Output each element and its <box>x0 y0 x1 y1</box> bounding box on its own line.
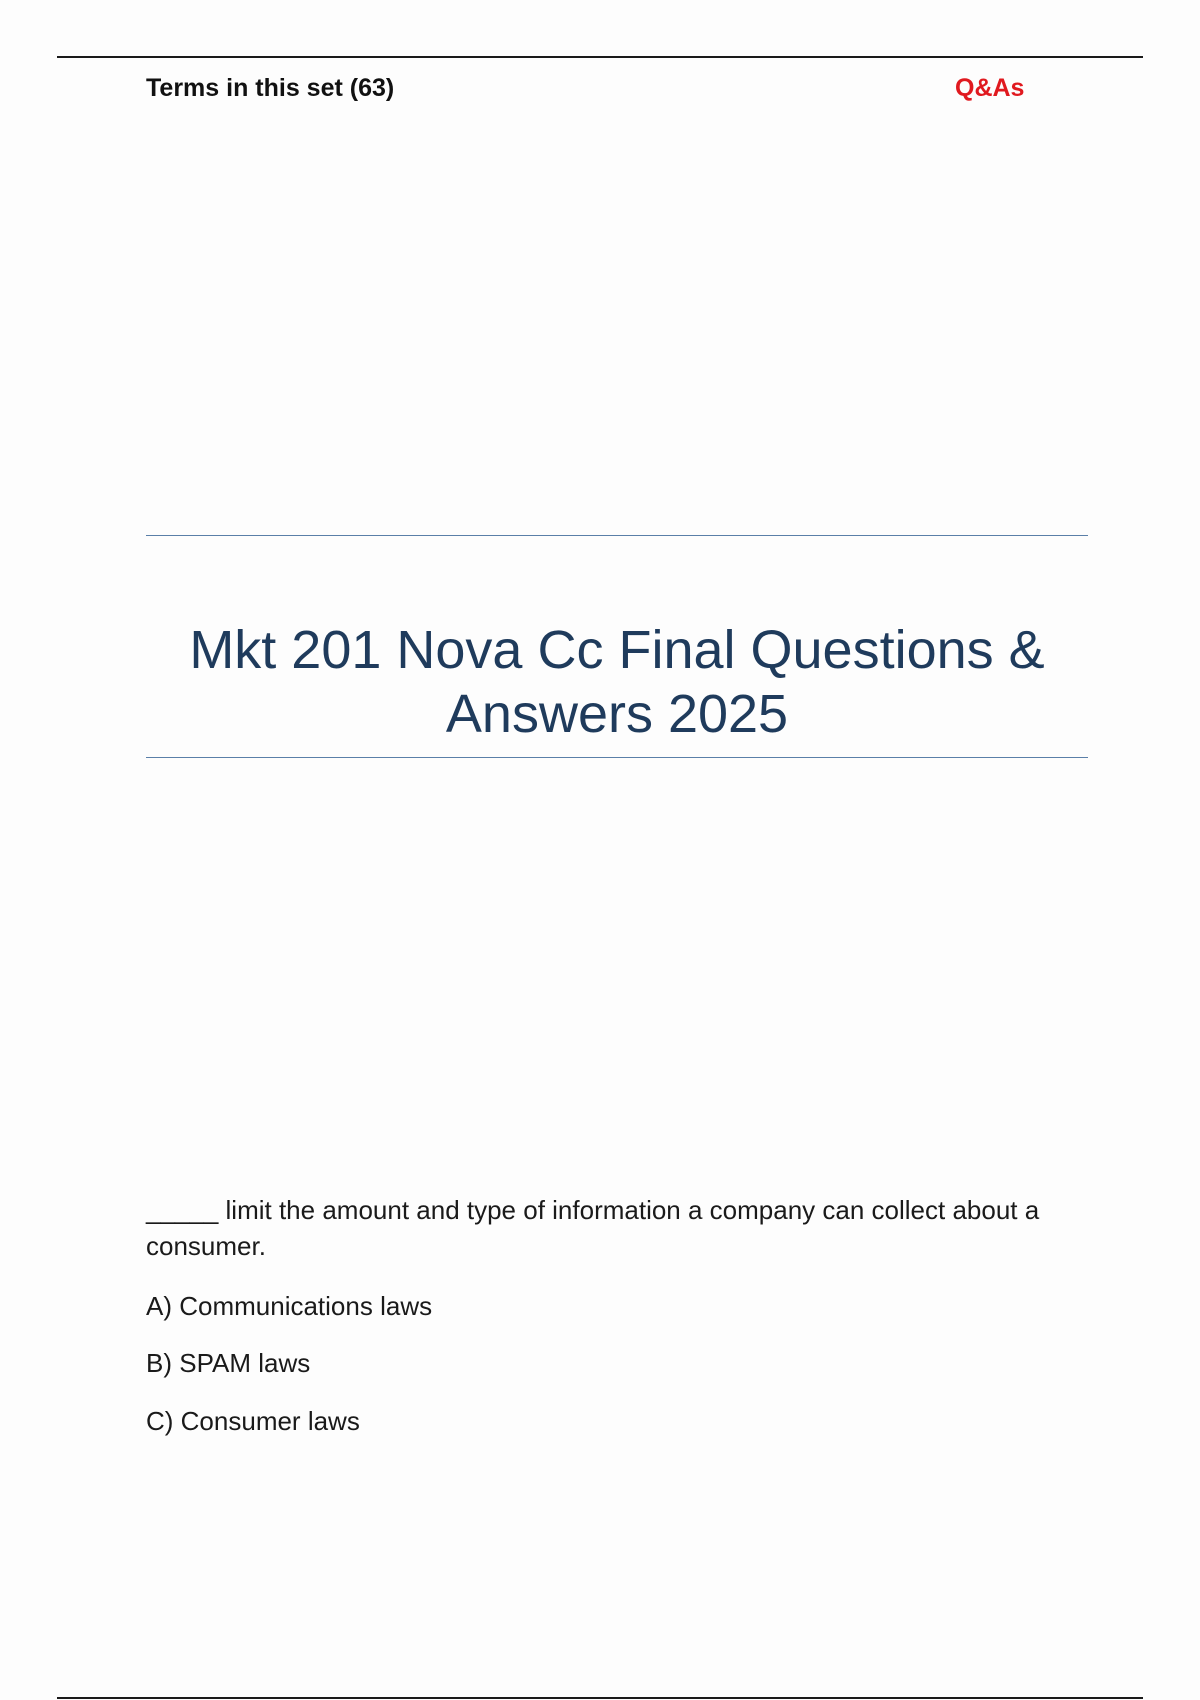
question-text: _____ limit the amount and type of information a company can collect about a consumer. <box>146 1195 1040 1261</box>
title-rule-upper <box>146 535 1088 536</box>
terms-count-heading: Terms in this set (63) <box>146 74 395 102</box>
title-rule-lower <box>146 757 1088 758</box>
choice-b: B) SPAM laws <box>146 1348 311 1378</box>
document-title-line-1: Mkt 201 Nova Cc Final Questions & <box>189 620 1045 680</box>
document-title <box>146 618 1088 746</box>
qas-tag: Q&As <box>955 74 1025 102</box>
bottom-rule <box>57 1697 1143 1699</box>
choice-a: A) Communications laws <box>146 1291 433 1321</box>
choice-c: C) Consumer laws <box>146 1406 360 1436</box>
document-title-line-2: Answers 2025 <box>445 684 789 744</box>
top-rule <box>57 56 1143 58</box>
